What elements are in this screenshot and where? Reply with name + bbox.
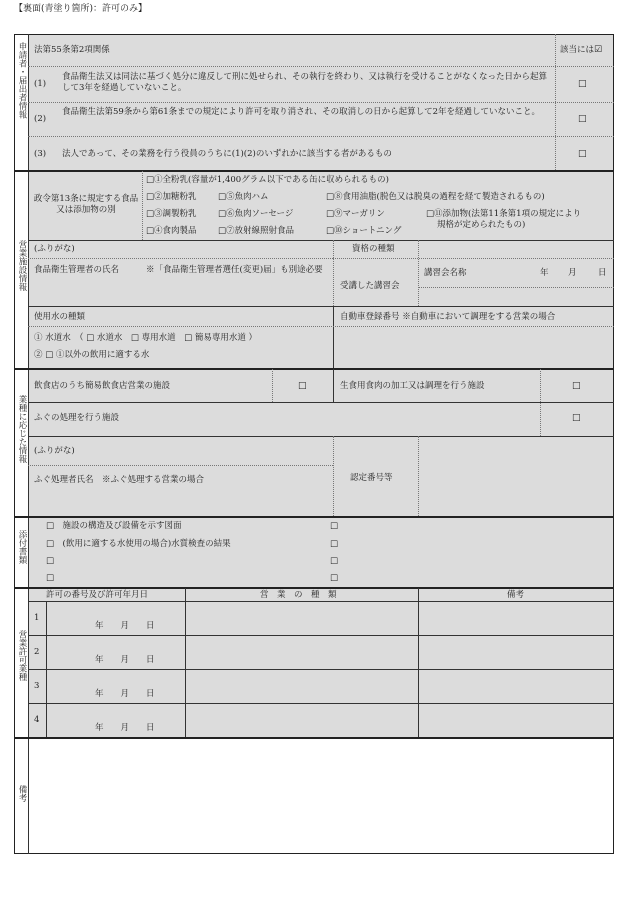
item-3-num: (3) bbox=[34, 149, 47, 159]
food-option-3[interactable]: □③調製粉乳 bbox=[146, 209, 197, 219]
section-label-permits: 営業許可業種 bbox=[17, 630, 27, 681]
item-1-num: (1) bbox=[34, 79, 47, 89]
course-name-label: 講習会名称 bbox=[424, 268, 467, 278]
attachment-2[interactable]: □ (飲用に適する水使用の場合)水質検査の結果 bbox=[46, 539, 231, 549]
applicable-label: 該当には bbox=[560, 45, 595, 55]
water-type-label: 使用水の種類 bbox=[34, 312, 86, 322]
vehicle-label: 自動車登録番号 ※自動車において調理をする営業の場合 bbox=[340, 312, 556, 322]
furigana-label: (ふりがな) bbox=[34, 244, 75, 254]
simple-restaurant-label: 飲食店のうち簡易飲食店営業の施設 bbox=[34, 381, 171, 391]
section-label-business: 業種に応じた情報 bbox=[17, 395, 27, 463]
item-3-checkbox[interactable]: □ bbox=[578, 149, 587, 159]
food-option-5[interactable]: □⑤魚肉ハム bbox=[218, 192, 269, 202]
applicable-header bbox=[560, 45, 602, 56]
food-option-1[interactable]: □①全粉乳(容量が1,400グラム以下である缶に収められるもの) bbox=[146, 175, 389, 185]
food-option-11[interactable]: □⑪添加物(法第11条第1項の規定により bbox=[426, 209, 582, 219]
item-1-checkbox[interactable]: □ bbox=[578, 79, 587, 89]
permit-header-type: 営 業 の 種 類 bbox=[260, 590, 337, 600]
fugu-facility-label: ふぐの処理を行う施設 bbox=[34, 413, 120, 423]
raw-meat-checkbox[interactable]: □ bbox=[572, 381, 581, 391]
qualification-label: 資格の種類 bbox=[352, 244, 395, 254]
item-3-text: 法人であって、その業務を行う役員のうちに(1)(2)のいずれかに該当する者があるもの bbox=[62, 149, 392, 159]
permit-row-1-date: 年 月 日 bbox=[95, 621, 155, 631]
food-option-6[interactable]: □⑥魚肉ソーセージ bbox=[218, 209, 294, 219]
permit-header-note: 備考 bbox=[507, 590, 525, 600]
item-2-num: (2) bbox=[34, 114, 47, 124]
remarks-area[interactable] bbox=[29, 739, 613, 853]
item-2-checkbox[interactable]: □ bbox=[578, 114, 587, 124]
attachment-1[interactable]: □ 施設の構造及び設備を示す図面 bbox=[46, 521, 182, 531]
permit-row-2-num: 2 bbox=[34, 647, 40, 657]
course-year: 年 bbox=[540, 268, 549, 278]
attachment-right-1[interactable]: □ bbox=[330, 521, 339, 531]
food-option-2[interactable]: □②加糖粉乳 bbox=[146, 192, 197, 202]
food-option-11-cont: 規格が定められたもの) bbox=[437, 220, 526, 230]
food-option-8[interactable]: □⑧食用油脂(脱色又は脱臭の過程を経て製造されるもの) bbox=[326, 192, 545, 202]
course-label: 受講した講習会 bbox=[340, 281, 400, 291]
course-month: 月 bbox=[568, 268, 577, 278]
item-1-text: 食品衛生法又は同法に基づく処分に違反して刑に処せられ、その執行を終わり、又は執行を受けることがなくなった日から起算して3年を経過していないこと。 bbox=[62, 72, 548, 93]
food-option-4[interactable]: □④食肉製品 bbox=[146, 226, 197, 236]
water-option-1[interactable]: ① 水道水 （ □ 水道水 □ 専用水道 □ 簡易専用水道 ） bbox=[34, 333, 258, 343]
course-day: 日 bbox=[598, 268, 607, 278]
law-title: 法第55条第2項関係 bbox=[34, 45, 110, 55]
section-label-facility: 営業施設情報 bbox=[17, 240, 27, 291]
attachment-3[interactable]: □ bbox=[46, 556, 55, 566]
attachment-4[interactable]: □ bbox=[46, 573, 55, 583]
food-option-10[interactable]: □⑩ショートニング bbox=[326, 226, 402, 236]
permit-row-4-num: 4 bbox=[34, 715, 40, 725]
permit-row-3-num: 3 bbox=[34, 681, 40, 691]
food-additive-label: 政令第13条に規定する食品又は添加物の別 bbox=[33, 194, 139, 215]
form-header: 【裏面(青塗り箇所)：許可のみ】 bbox=[14, 4, 148, 14]
fugu-handler-label: ふぐ処理者氏名 ※ふぐ処理する営業の場合 bbox=[34, 475, 205, 485]
permit-row-3-date: 年 月 日 bbox=[95, 689, 155, 699]
fugu-furigana-label: (ふりがな) bbox=[34, 446, 75, 456]
fugu-facility-checkbox[interactable]: □ bbox=[572, 413, 581, 423]
water-option-2[interactable]: ② □ ①以外の飲用に適する水 bbox=[34, 350, 150, 360]
raw-meat-label: 生食用食肉の加工又は調理を行う施設 bbox=[340, 381, 485, 391]
food-option-7[interactable]: □⑦放射線照射食品 bbox=[218, 226, 295, 236]
permit-row-1-num: 1 bbox=[34, 613, 40, 623]
food-option-9[interactable]: □⑨マーガリン bbox=[326, 209, 385, 219]
section-label-applicant: 申請者・届出者情報 bbox=[17, 42, 27, 119]
permit-row-2-date: 年 月 日 bbox=[95, 655, 155, 665]
permit-row-4-date: 年 月 日 bbox=[95, 723, 155, 733]
attachment-right-3[interactable]: □ bbox=[330, 556, 339, 566]
attachment-right-2[interactable]: □ bbox=[330, 539, 339, 549]
cert-number-label: 認定番号等 bbox=[350, 473, 393, 483]
section-label-attachments: 添付書類 bbox=[17, 530, 27, 564]
manager-note: ※「食品衛生管理者選任(変更)届」も別途必要 bbox=[146, 265, 323, 275]
applicable-check-icon: ☑ bbox=[594, 45, 603, 55]
simple-restaurant-checkbox[interactable]: □ bbox=[298, 381, 307, 391]
attachment-right-4[interactable]: □ bbox=[330, 573, 339, 583]
item-2-text: 食品衛生法第59条から第61条までの規定により許可を取り消され、その取消しの日から起算して2年を経過していないこと。 bbox=[62, 107, 541, 117]
permit-header-number: 許可の番号及び許可年月日 bbox=[46, 590, 149, 600]
manager-name-label: 食品衛生管理者の氏名 bbox=[34, 265, 120, 275]
section-label-remarks: 備考 bbox=[17, 785, 27, 802]
